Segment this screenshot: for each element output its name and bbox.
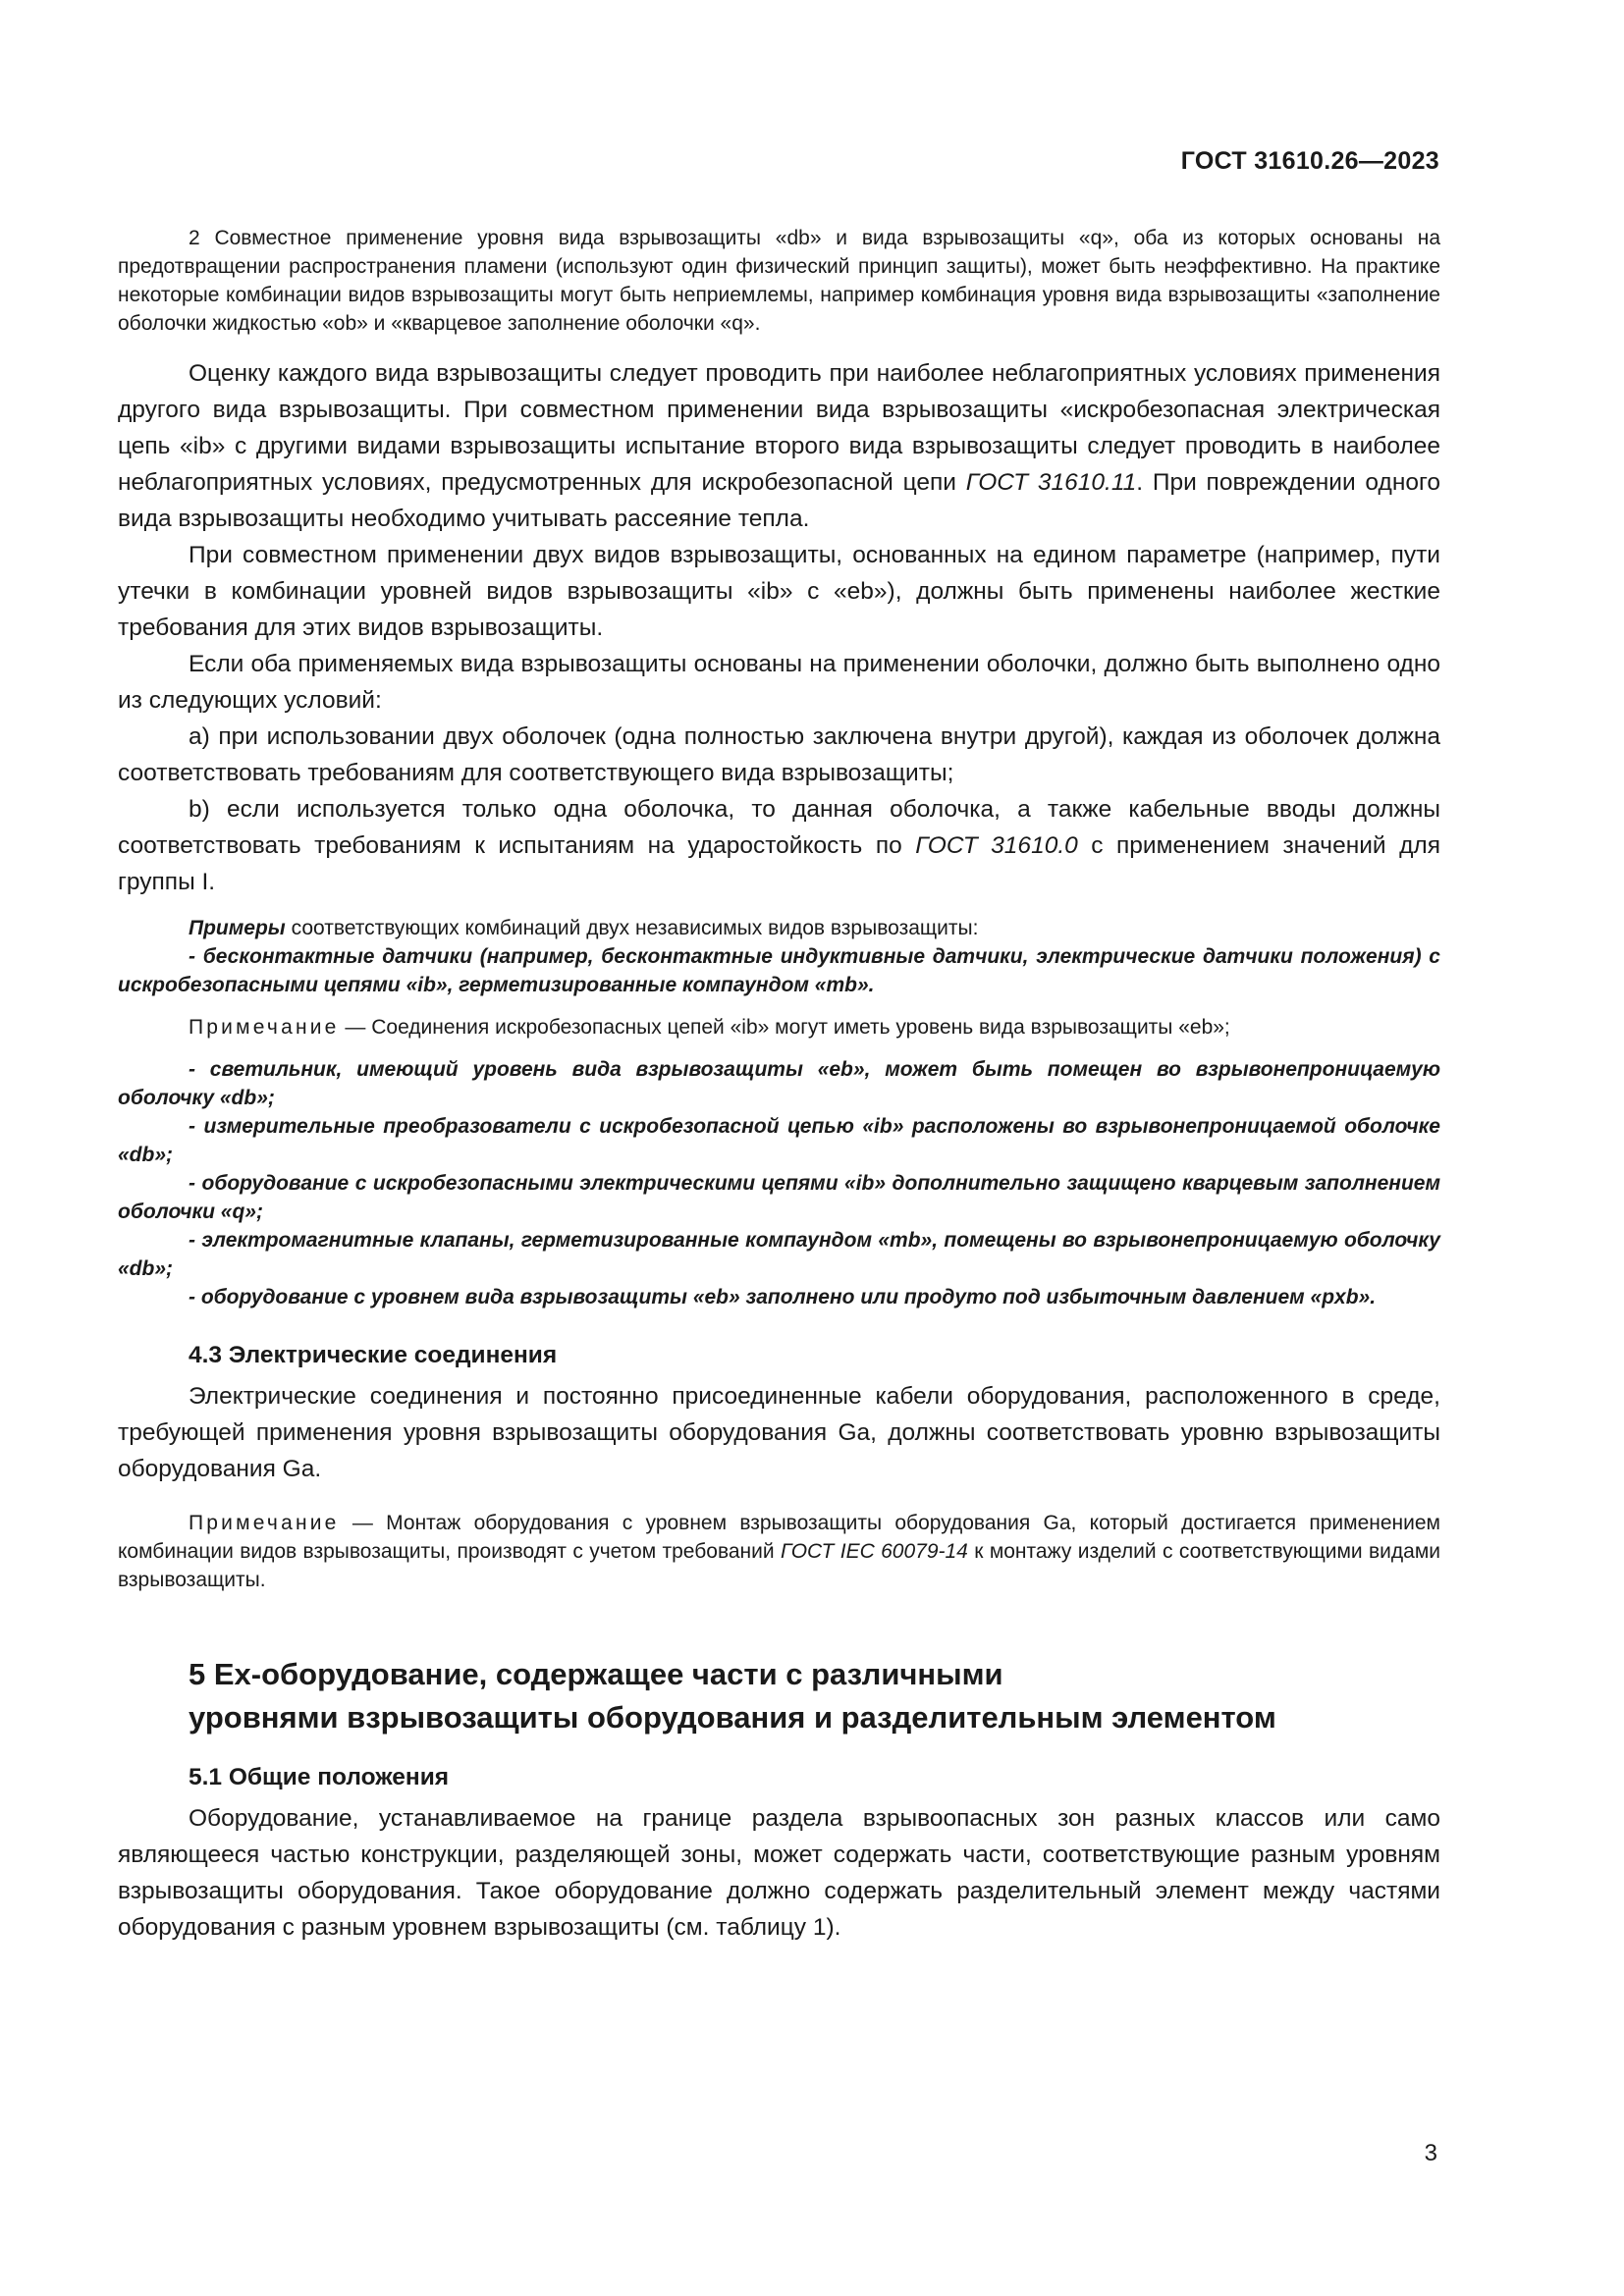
text-run: Оценку каждого вида взрывозащиты следует проводить при наиболее неблагоприятных условиях применения другого вида взрывозащиты. При совместном применении вида взрывозащиты «искробезопасная электрическая цепь «ib» с другими видами взрывозащиты испытание второго вида взрывозащиты следует проводить в наиболее неблагоприятных условиях, предусмотренных для искробезопасной цепи (118, 360, 1440, 496)
examples-block (118, 914, 1440, 1311)
page-content (118, 224, 1440, 1946)
section-heading-5-1: 5.1 Общие положения (189, 1764, 450, 1790)
text-run: — Соединения искробезопасных цепей «ib» могут иметь уровень вида взрывозащиты «eb»; (339, 1016, 1230, 1039)
list-item-a: a) при использовании двух оболочек (одна полностью заключена внутри другой), каждая из оболочек должна соответствовать требованиям для соответствующего вида взрывозащиты; (118, 723, 1440, 786)
section-4-3-note (118, 1509, 1440, 1594)
example-item: - оборудование с уровнем вида взрывозащиты «eb» заполнено или продуто под избыточным давлением «pxb». (189, 1286, 1377, 1308)
text-run: с применением значений для группы I. (118, 832, 1440, 895)
example-item: - электромагнитные клапаны, герметизированные компаундом «mb», помещены во взрывонепроницаемую оболочку «db»; (118, 1229, 1440, 1280)
section-5-1-paragraph: Оборудование, устанавливаемое на границе раздела взрывоопасных зон разных классов или само являющееся частью конструкции, разделяющей зоны, может содержать части, соответствующие разным уровням взрывозащиты оборудования. Такое оборудование должно содержать разделительный элемент между частями оборудования с разным уровнем взрывозащиты (см. таблицу 1). (118, 1805, 1440, 1941)
standard-reference: ГОСТ 31610.11 (965, 469, 1137, 496)
examples-label: Примеры (189, 917, 286, 939)
note-label: Примечание (189, 1512, 340, 1534)
section-heading-5 (118, 1653, 1440, 1739)
text-run: b) если используется только одна оболочка, то данная оболочка, а также кабельные вводы должны соответствовать требованиям к испытаниям на ударостойкость по (118, 796, 1440, 859)
standard-reference: ГОСТ 31610.0 (915, 832, 1078, 859)
example-item: - измерительные преобразователи с искробезопасной цепью «ib» расположены во взрывонепроницаемой оболочке «db»; (118, 1115, 1440, 1166)
examples-lead (118, 914, 1440, 942)
example-item: - оборудование с искробезопасными электрическими цепями «ib» дополнительно защищено кварцевым заполнением оболочки «q»; (118, 1172, 1440, 1223)
text-run: к монтажу изделий с соответствующими видами взрывозащиты. (118, 1540, 1440, 1591)
note-paragraph: 2 Совместное применение уровня вида взрывозащиты «db» и вида взрывозащиты «q», оба из которых основаны на предотвращении распространения пламени (используют один физический принцип защиты), может быть неэффективно. На практике некоторые комбинации видов взрывозащиты могут быть неприемлемы, например комбинация уровня вида взрывозащиты «заполнение оболочки жидкостью «ob» и «кварцевое заполнение оболочки «q». (118, 227, 1440, 335)
examples-note (118, 1013, 1440, 1041)
section-heading-4-3: 4.3 Электрические соединения (189, 1342, 558, 1368)
body-paragraph-1 (118, 355, 1440, 537)
page-number: 3 (1424, 2140, 1437, 2166)
example-item: - светильник, имеющий уровень вида взрывозащиты «eb», может быть помещен во взрывонепроницаемую оболочку «db»; (118, 1058, 1440, 1109)
section-5-title-line-1: 5 Ех-оборудование, содержащее части с различными (189, 1657, 1003, 1691)
list-item-b (118, 791, 1440, 900)
section-5-title-line-2: уровнями взрывозащиты оборудования и разделительным элементом (189, 1700, 1276, 1735)
example-item: - бесконтактные датчики (например, бесконтактные индуктивные датчики, электрические датчики положения) с искробезопасными цепями «ib», герметизированные компаундом «mb». (118, 945, 1440, 996)
text-run: соответствующих комбинаций двух независимых видов взрывозащиты: (285, 917, 979, 939)
document-code: ГОСТ 31610.26—2023 (1180, 147, 1439, 175)
standard-reference: ГОСТ IEC 60079-14 (781, 1540, 968, 1563)
body-paragraph-2: При совместном применении двух видов взрывозащиты, основанных на едином параметре (например, пути утечки в комбинации уровней видов взрывозащиты «ib» с «eb»), должны быть применены наиболее жесткие требования для этих видов взрывозащиты. (118, 542, 1440, 641)
body-paragraph-3: Если оба применяемых вида взрывозащиты основаны на применении оболочки, должно быть выполнено одно из следующих условий: (118, 651, 1440, 714)
section-4-3-paragraph: Электрические соединения и постоянно присоединенные кабели оборудования, расположенного в среде, требующей применения уровня взрывозащиты оборудования Ga, должны соответствовать уровню взрывозащиты оборудования Ga. (118, 1383, 1440, 1482)
text-run: — Монтаж оборудования с уровнем взрывозащиты оборудования Ga, который достигается применением комбинации видов взрывозащиты, производят с учетом требований (118, 1512, 1440, 1563)
text-run: . При повреждении одного вида взрывозащиты необходимо учитывать рассеяние тепла. (118, 469, 1440, 532)
note-label: Примечание (189, 1016, 340, 1039)
